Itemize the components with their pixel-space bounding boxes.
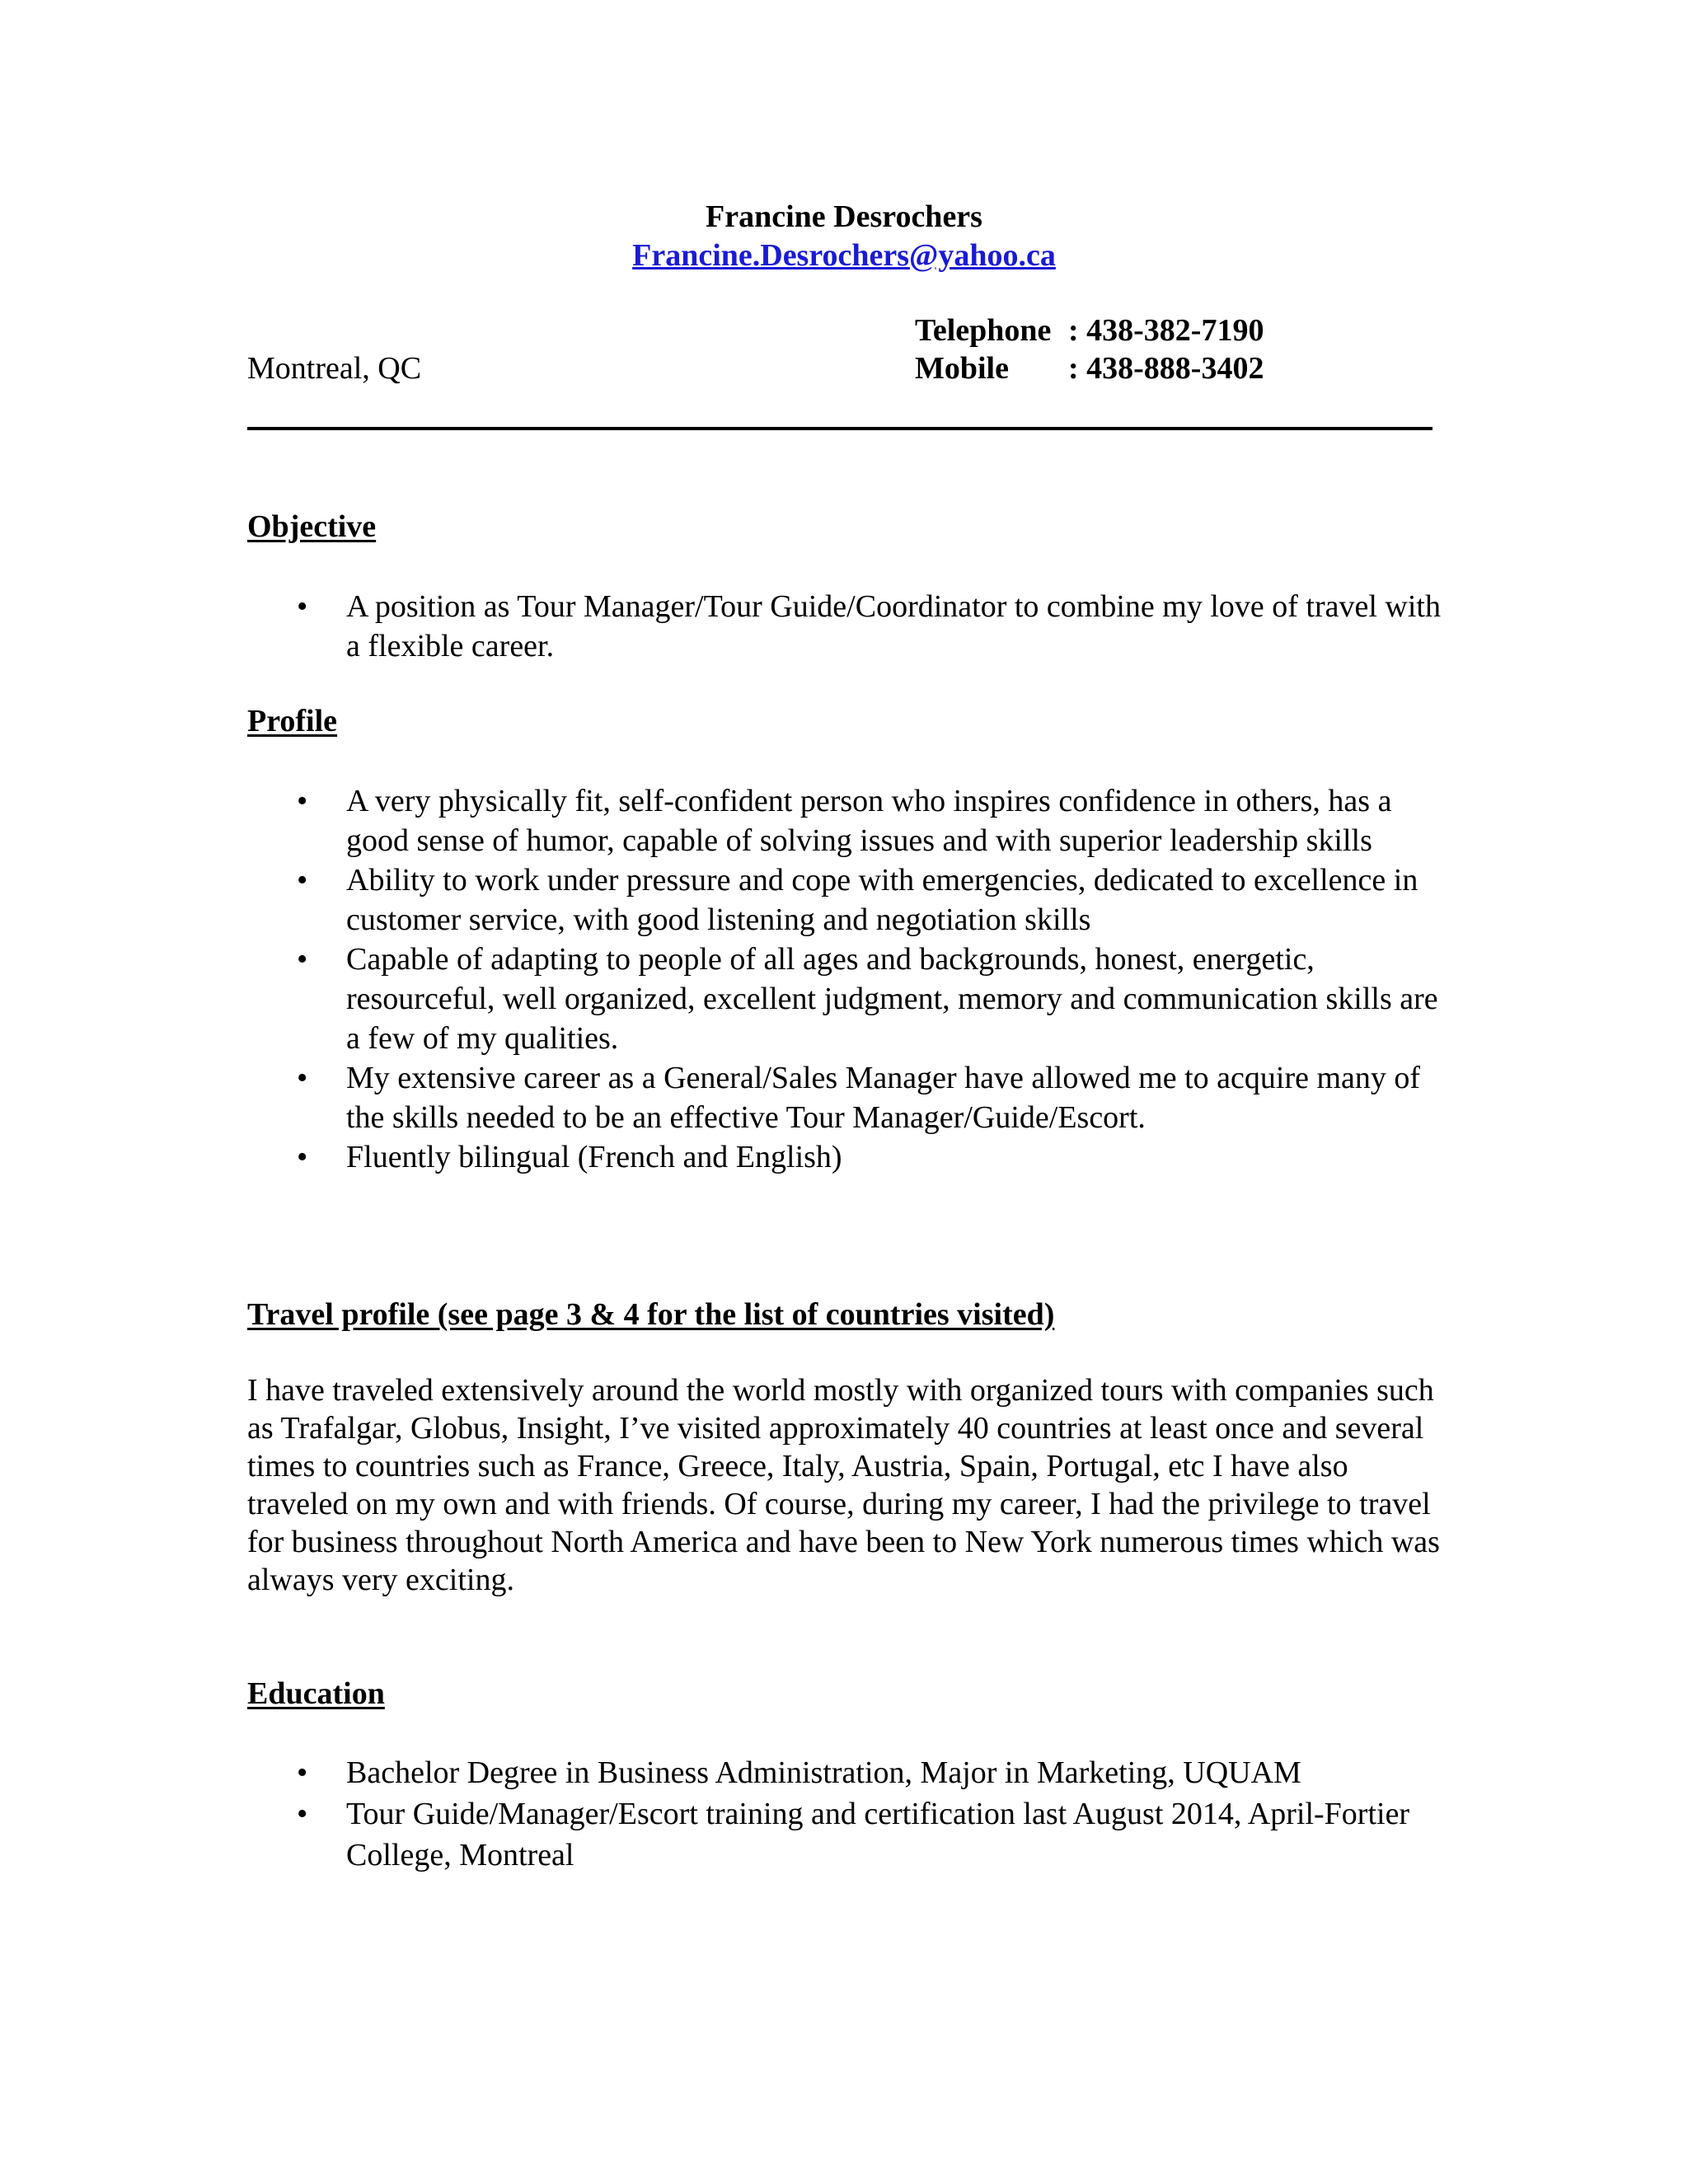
bullet-icon: • bbox=[297, 1755, 308, 1790]
list-item bbox=[247, 1058, 1442, 1137]
list-item-text: My extensive career as a General/Sales Manager have allowed me to acquire many of the skills needed to be an effective Tour Manager/Guide/Escort. bbox=[346, 1061, 1421, 1135]
list-item bbox=[247, 781, 1442, 860]
bullet-icon: • bbox=[297, 589, 308, 624]
candidate-name: Francine Desrochers bbox=[706, 199, 982, 234]
bullet-icon: • bbox=[297, 784, 308, 818]
profile-heading: Profile bbox=[247, 704, 338, 738]
list-item bbox=[247, 1793, 1442, 1876]
list-item-text: Ability to work under pressure and cope with emergencies, dedicated to excellence in customer service, with good listening and negotiation skills bbox=[346, 863, 1418, 937]
bullet-icon: • bbox=[297, 1061, 308, 1095]
list-item-text: A very physically fit, self-confident person who inspires confidence in others, has a good sense of humor, capable of solving issues and with superior leadership skills bbox=[346, 784, 1392, 858]
email-link[interactable]: Francine.Desrochers@yahoo.ca bbox=[632, 238, 1056, 273]
bullet-icon: • bbox=[297, 1140, 308, 1174]
list-item-text: Capable of adapting to people of all ages and backgrounds, honest, energetic, resourceful, well organized, excellent judgment, memory and communication skills are a few of my qualities. bbox=[346, 942, 1438, 1056]
list-item bbox=[247, 1137, 1442, 1177]
travel-paragraph: I have traveled extensively around the world mostly with organized tours with companies such as Trafalgar, Globus, Insight, I’ve visited approximately 40 countries at least once and several times to countries such as France, Greece, Italy, Austria, Spain, Portugal, etc I have also traveled on my own and with friends. Of course, during my career, I had the privilege to travel for business throughout North America and have been to New York numerous times which was always very exciting. bbox=[247, 1373, 1440, 1597]
mobile-label: Mobile bbox=[915, 351, 1009, 386]
list-item bbox=[247, 940, 1442, 1058]
list-item-text: Bachelor Degree in Business Administration, Major in Marketing, UQUAM bbox=[346, 1755, 1301, 1790]
list-item-text: Fluently bilingual (French and English) bbox=[346, 1140, 842, 1174]
email-line bbox=[0, 237, 1688, 274]
telephone-value: : 438-382-7190 bbox=[1068, 313, 1264, 348]
travel-heading: Travel profile (see page 3 & 4 for the list of countries visited) bbox=[247, 1297, 1055, 1332]
bullet-icon: • bbox=[297, 1797, 308, 1831]
list-item-text: A position as Tour Manager/Tour Guide/Coordinator to combine my love of travel with a flexible career. bbox=[346, 589, 1441, 663]
bullet-icon: • bbox=[297, 942, 308, 977]
list-item-text: Tour Guide/Manager/Escort training and certification last August 2014, April-Fortier College, Montreal bbox=[346, 1797, 1410, 1872]
objective-heading: Objective bbox=[247, 509, 377, 544]
list-item bbox=[247, 1752, 1442, 1793]
city: Montreal, QC bbox=[247, 351, 422, 386]
bullet-icon: • bbox=[297, 863, 308, 898]
mobile-value: : 438-888-3402 bbox=[1068, 351, 1264, 386]
telephone-label: Telephone bbox=[915, 313, 1052, 348]
education-list bbox=[247, 1752, 1442, 1876]
header-divider bbox=[247, 427, 1432, 430]
profile-list bbox=[247, 781, 1442, 1177]
education-heading: Education bbox=[247, 1676, 385, 1711]
objective-list bbox=[247, 587, 1442, 666]
list-item bbox=[247, 587, 1442, 666]
list-item bbox=[247, 860, 1442, 940]
